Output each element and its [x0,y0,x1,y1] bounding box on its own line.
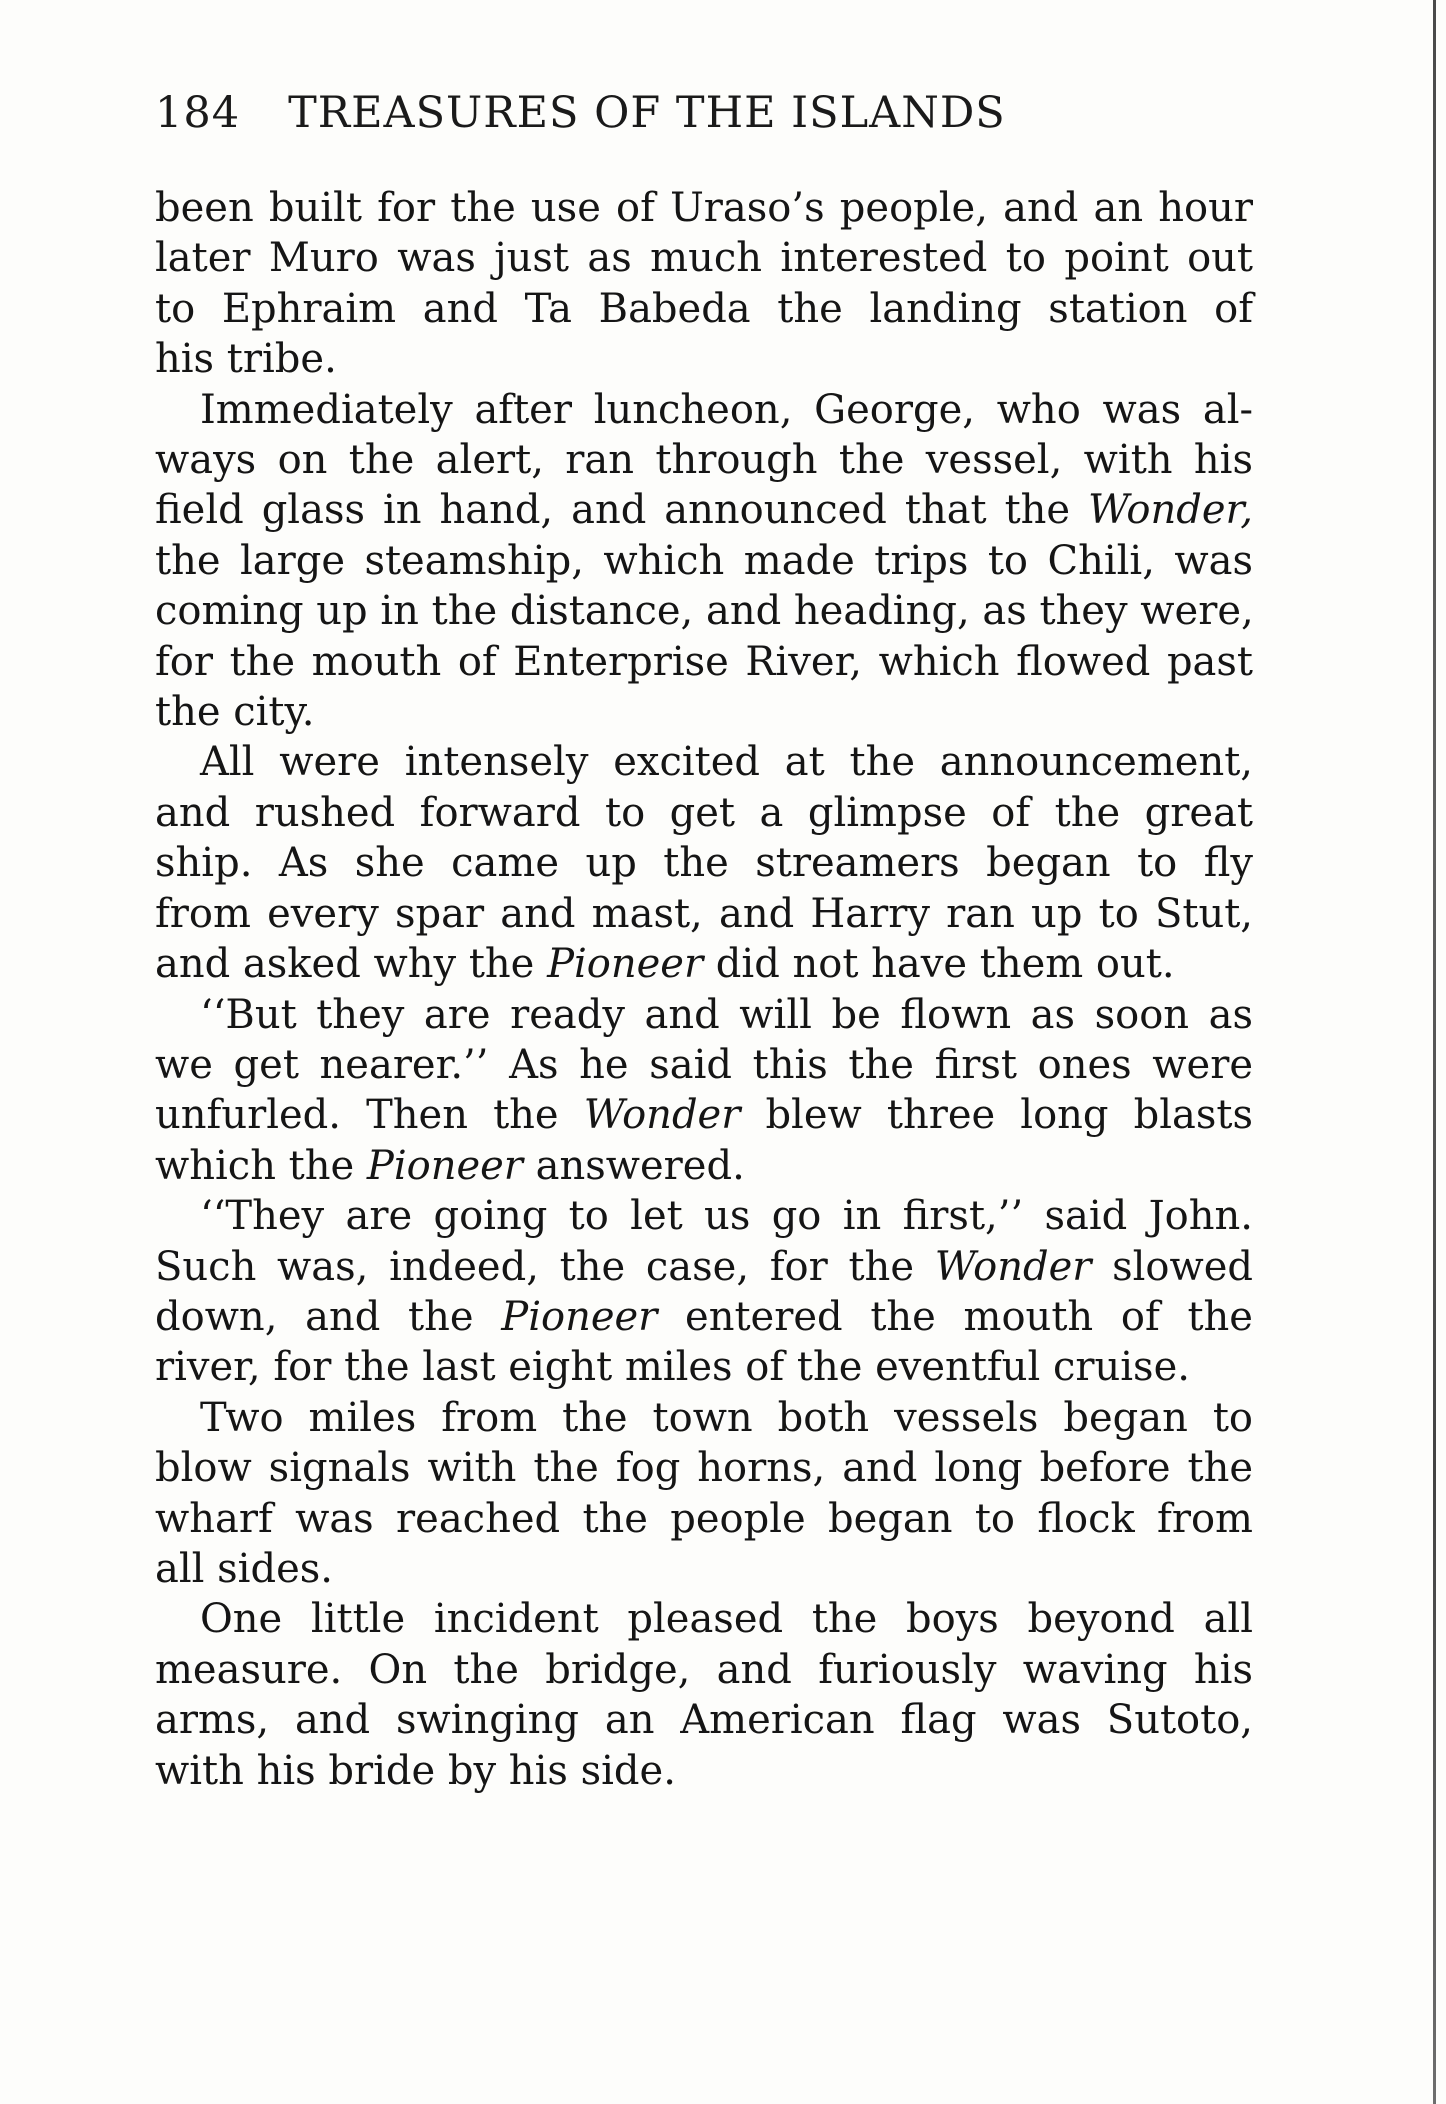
text-line [155,536,1253,586]
text-run: blow signals with the fog horns, and long before the [155,1445,1253,1492]
text-run: wharf was reached the people began to flock from [155,1495,1253,1542]
italic-text: Pioneer [547,941,704,988]
text-line [155,1090,1253,1140]
text-run: all sides. [155,1545,333,1592]
body-text [155,183,1253,1796]
text-run: and asked why the [155,941,548,988]
text-run: his tribe. [155,336,337,383]
italic-text: Wonder [583,1092,741,1139]
text-run: the large steamship, which made trips to Chili, was [155,537,1253,584]
text-line [155,1040,1253,1090]
text-run: ways on the alert, ran through the vessel, with his [155,437,1253,484]
text-line [155,586,1253,636]
text-run: from every spar and mast, and Harry ran up to Stut, [155,890,1253,937]
text-line [155,1443,1253,1493]
text-run: answered. [522,1142,745,1189]
text-run: Immediately after luncheon, George, who was al- [200,386,1253,433]
text-run: unfurled. Then the [155,1092,584,1139]
text-line [155,1191,1253,1241]
text-run: field glass in hand, and announced that the [155,487,1089,534]
text-line [155,1292,1253,1342]
text-line [155,838,1253,888]
text-line [155,334,1253,384]
text-run: for the mouth of Enterprise River, which flowed past [155,638,1253,685]
text-line [155,1242,1253,1292]
text-run: slowed [1091,1243,1253,1290]
text-line [155,1141,1253,1191]
text-line [155,1342,1253,1392]
text-line [155,1393,1253,1443]
text-run: ‘‘They are going to let us go in first,’’ said John. [200,1193,1253,1240]
text-run: All were intensely excited at the announcement, [200,739,1253,786]
text-line [155,1594,1253,1644]
italic-text: Wonder [934,1243,1092,1290]
text-run: One little incident pleased the boys beyond all [200,1596,1253,1643]
italic-text: Pioneer [501,1293,658,1340]
text-line [155,637,1253,687]
text-run: coming up in the distance, and heading, as they were, [155,588,1254,635]
text-line [155,1746,1253,1796]
text-run: blew three long blasts [740,1092,1253,1139]
text-run: which the [155,1142,367,1189]
italic-text: Wonder, [1088,487,1253,534]
text-run: and rushed forward to get a glimpse of the great [155,789,1253,836]
text-line [155,233,1253,283]
text-run: the city. [155,689,315,736]
text-run: entered the mouth of the [657,1293,1253,1340]
text-line [155,737,1253,787]
text-run: ‘‘But they are ready and will be flown as soon as [200,991,1253,1038]
text-run: Two miles from the town both vessels began to [200,1394,1253,1441]
italic-text: Pioneer [366,1142,523,1189]
text-line [155,687,1253,737]
text-line [155,385,1253,435]
text-line [155,435,1253,485]
text-line [155,1494,1253,1544]
text-run: river, for the last eight miles of the eventful cruise. [155,1344,1190,1391]
text-run: Such was, indeed, the case, for the [155,1243,935,1290]
text-line [155,788,1253,838]
running-header [155,88,1255,138]
text-line [155,1544,1253,1594]
text-run: later Muro was just as much interested to point out [155,235,1253,282]
text-line [155,284,1253,334]
page-edge-shadow [1433,0,1436,2104]
text-run: arms, and swinging an American flag was Sutoto, [155,1697,1253,1744]
text-run: ship. As she came up the streamers began to fly [155,840,1253,887]
text-line [155,889,1253,939]
text-line [155,183,1253,233]
text-run: down, and the [155,1293,502,1340]
text-run: been built for the use of Uraso’s people, and an hour [155,185,1253,231]
text-line [155,990,1253,1040]
text-run: measure. On the bridge, and furiously waving his [155,1646,1253,1693]
text-run: did not have them out. [703,941,1175,988]
text-run: with his bride by his side. [155,1747,676,1794]
page-number: 184 [155,88,241,138]
text-line [155,1695,1253,1745]
text-line [155,485,1253,535]
text-run: we get nearer.’’ As he said this the first ones were [155,1041,1253,1088]
text-line [155,939,1253,989]
text-run: to Ephraim and Ta Babeda the landing station of [155,285,1253,332]
text-line [155,1645,1253,1695]
running-title: TREASURES OF THE ISLANDS [288,88,1006,138]
